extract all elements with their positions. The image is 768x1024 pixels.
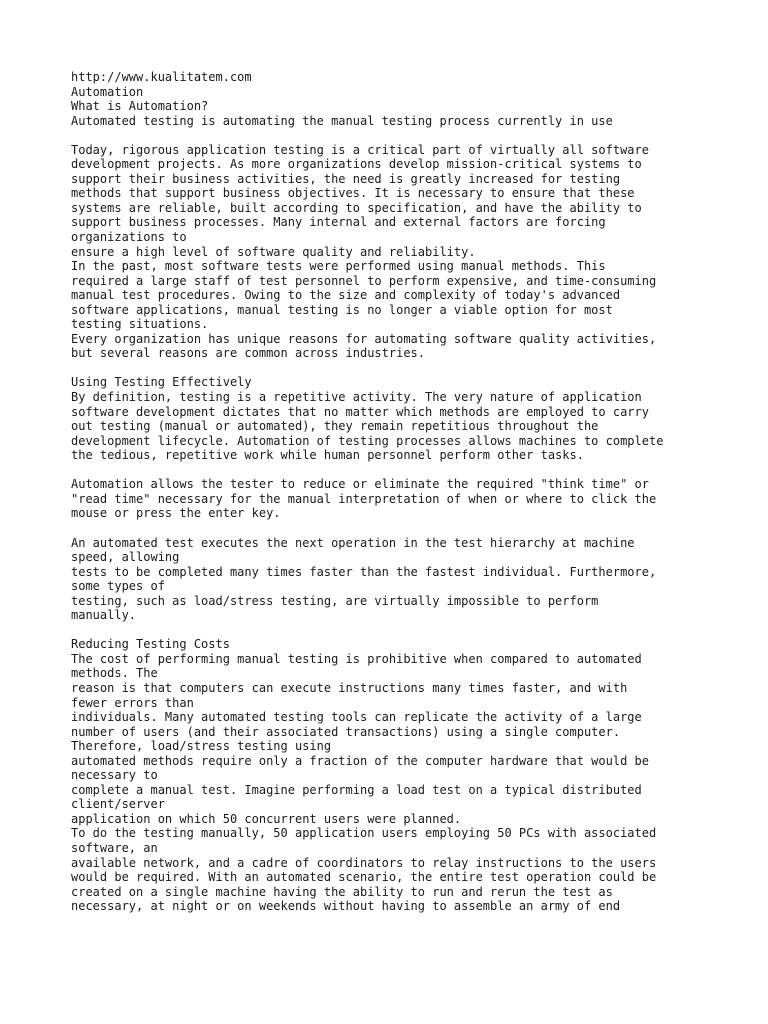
text-line: organizations to (71, 230, 187, 245)
text-line: By definition, testing is a repetitive activity. The very nature of application (71, 390, 642, 405)
text-line: but several reasons are common across industries. (71, 346, 426, 361)
text-line: In the past, most software tests were performed using manual methods. This (71, 259, 606, 274)
text-line: methods. The (71, 666, 158, 681)
text-line: Using Testing Effectively (71, 375, 252, 390)
text-line: software applications, manual testing is no longer a viable option for most (71, 302, 613, 317)
text-line: Automation allows the tester to reduce or eliminate the required "think time" or (71, 477, 649, 492)
text-line: tests to be completed many times faster than the fastest individual. Furthermore, (71, 564, 657, 579)
text-line: software, an (71, 840, 158, 855)
text-line: necessary to (71, 768, 158, 783)
text-line: created on a single machine having the ability to run and rerun the test as (71, 884, 613, 899)
text-line: development lifecycle. Automation of testing processes allows machines to complete (71, 433, 664, 448)
document-page (71, 70, 711, 914)
text-line: available network, and a cadre of coordinators to relay instructions to the users (71, 855, 657, 870)
text-line: The cost of performing manual testing is prohibitive when compared to automated (71, 651, 642, 666)
text-line: An automated test executes the next operation in the test hierarchy at machine (71, 535, 635, 550)
text-line: individuals. Many automated testing tools can replicate the activity of a large (71, 710, 642, 725)
text-line: would be required. With an automated scenario, the entire test operation could be (71, 870, 657, 885)
text-line: Today, rigorous application testing is a critical part of virtually all software (71, 142, 649, 157)
text-line: reason is that computers can execute instructions many times faster, and with (71, 680, 628, 695)
text-line: manually. (71, 608, 137, 623)
blank-line (71, 463, 711, 478)
text-line: testing situations. (71, 317, 209, 332)
blank-line (71, 521, 711, 536)
text-line: manual test procedures. Owing to the size and complexity of today's advanced (71, 288, 621, 303)
blank-line (71, 623, 711, 638)
text-line: some types of (71, 579, 165, 594)
blank-line (71, 128, 711, 143)
text-line: Therefore, load/stress testing using (71, 739, 332, 754)
text-line: methods that support business objectives. It is necessary to ensure that these (71, 186, 635, 201)
text-line: mouse or press the enter key. (71, 506, 281, 521)
text-line: required a large staff of test personnel to perform expensive, and time-consuming (71, 273, 657, 288)
text-line: software development dictates that no matter which methods are employed to carry (71, 404, 649, 419)
text-line: the tedious, repetitive work while human personnel perform other tasks. (71, 448, 584, 463)
text-line: development projects. As more organizations develop mission-critical systems to (71, 157, 642, 172)
text-line: What is Automation? (71, 99, 209, 114)
text-line: support their business activities, the need is greatly increased for testing (71, 171, 621, 186)
text-line: number of users (and their associated transactions) using a single computer. (71, 724, 621, 739)
text-line: support business processes. Many internal and external factors are forcing (71, 215, 606, 230)
text-line: necessary, at night or on weekends without having to assemble an army of end (71, 899, 621, 914)
text-line: testing, such as load/stress testing, are virtually impossible to perform (71, 593, 599, 608)
text-line: Every organization has unique reasons for automating software quality activities, (71, 331, 657, 346)
text-line: "read time" necessary for the manual interpretation of when or where to click the (71, 491, 657, 506)
text-line: fewer errors than (71, 695, 194, 710)
text-line: automated methods require only a fraction of the computer hardware that would be (71, 753, 649, 768)
text-line: Automated testing is automating the manual testing process currently in use (71, 113, 613, 128)
text-line: out testing (manual or automated), they remain repetitious throughout the (71, 419, 599, 434)
text-line: speed, allowing (71, 550, 180, 565)
blank-line (71, 361, 711, 376)
text-line: systems are reliable, built according to specification, and have the ability to (71, 200, 642, 215)
text-line: http://www.kualitatem.com (71, 70, 252, 84)
text-line: application on which 50 concurrent users were planned. (71, 811, 462, 826)
text-line: To do the testing manually, 50 application users employing 50 PCs with associated (71, 826, 657, 841)
text-line: Reducing Testing Costs (71, 637, 230, 652)
text-line: client/server (71, 797, 165, 812)
text-line: Automation (71, 84, 144, 99)
text-line: complete a manual test. Imagine performing a load test on a typical distributed (71, 782, 642, 797)
text-line: ensure a high level of software quality and reliability. (71, 244, 476, 259)
